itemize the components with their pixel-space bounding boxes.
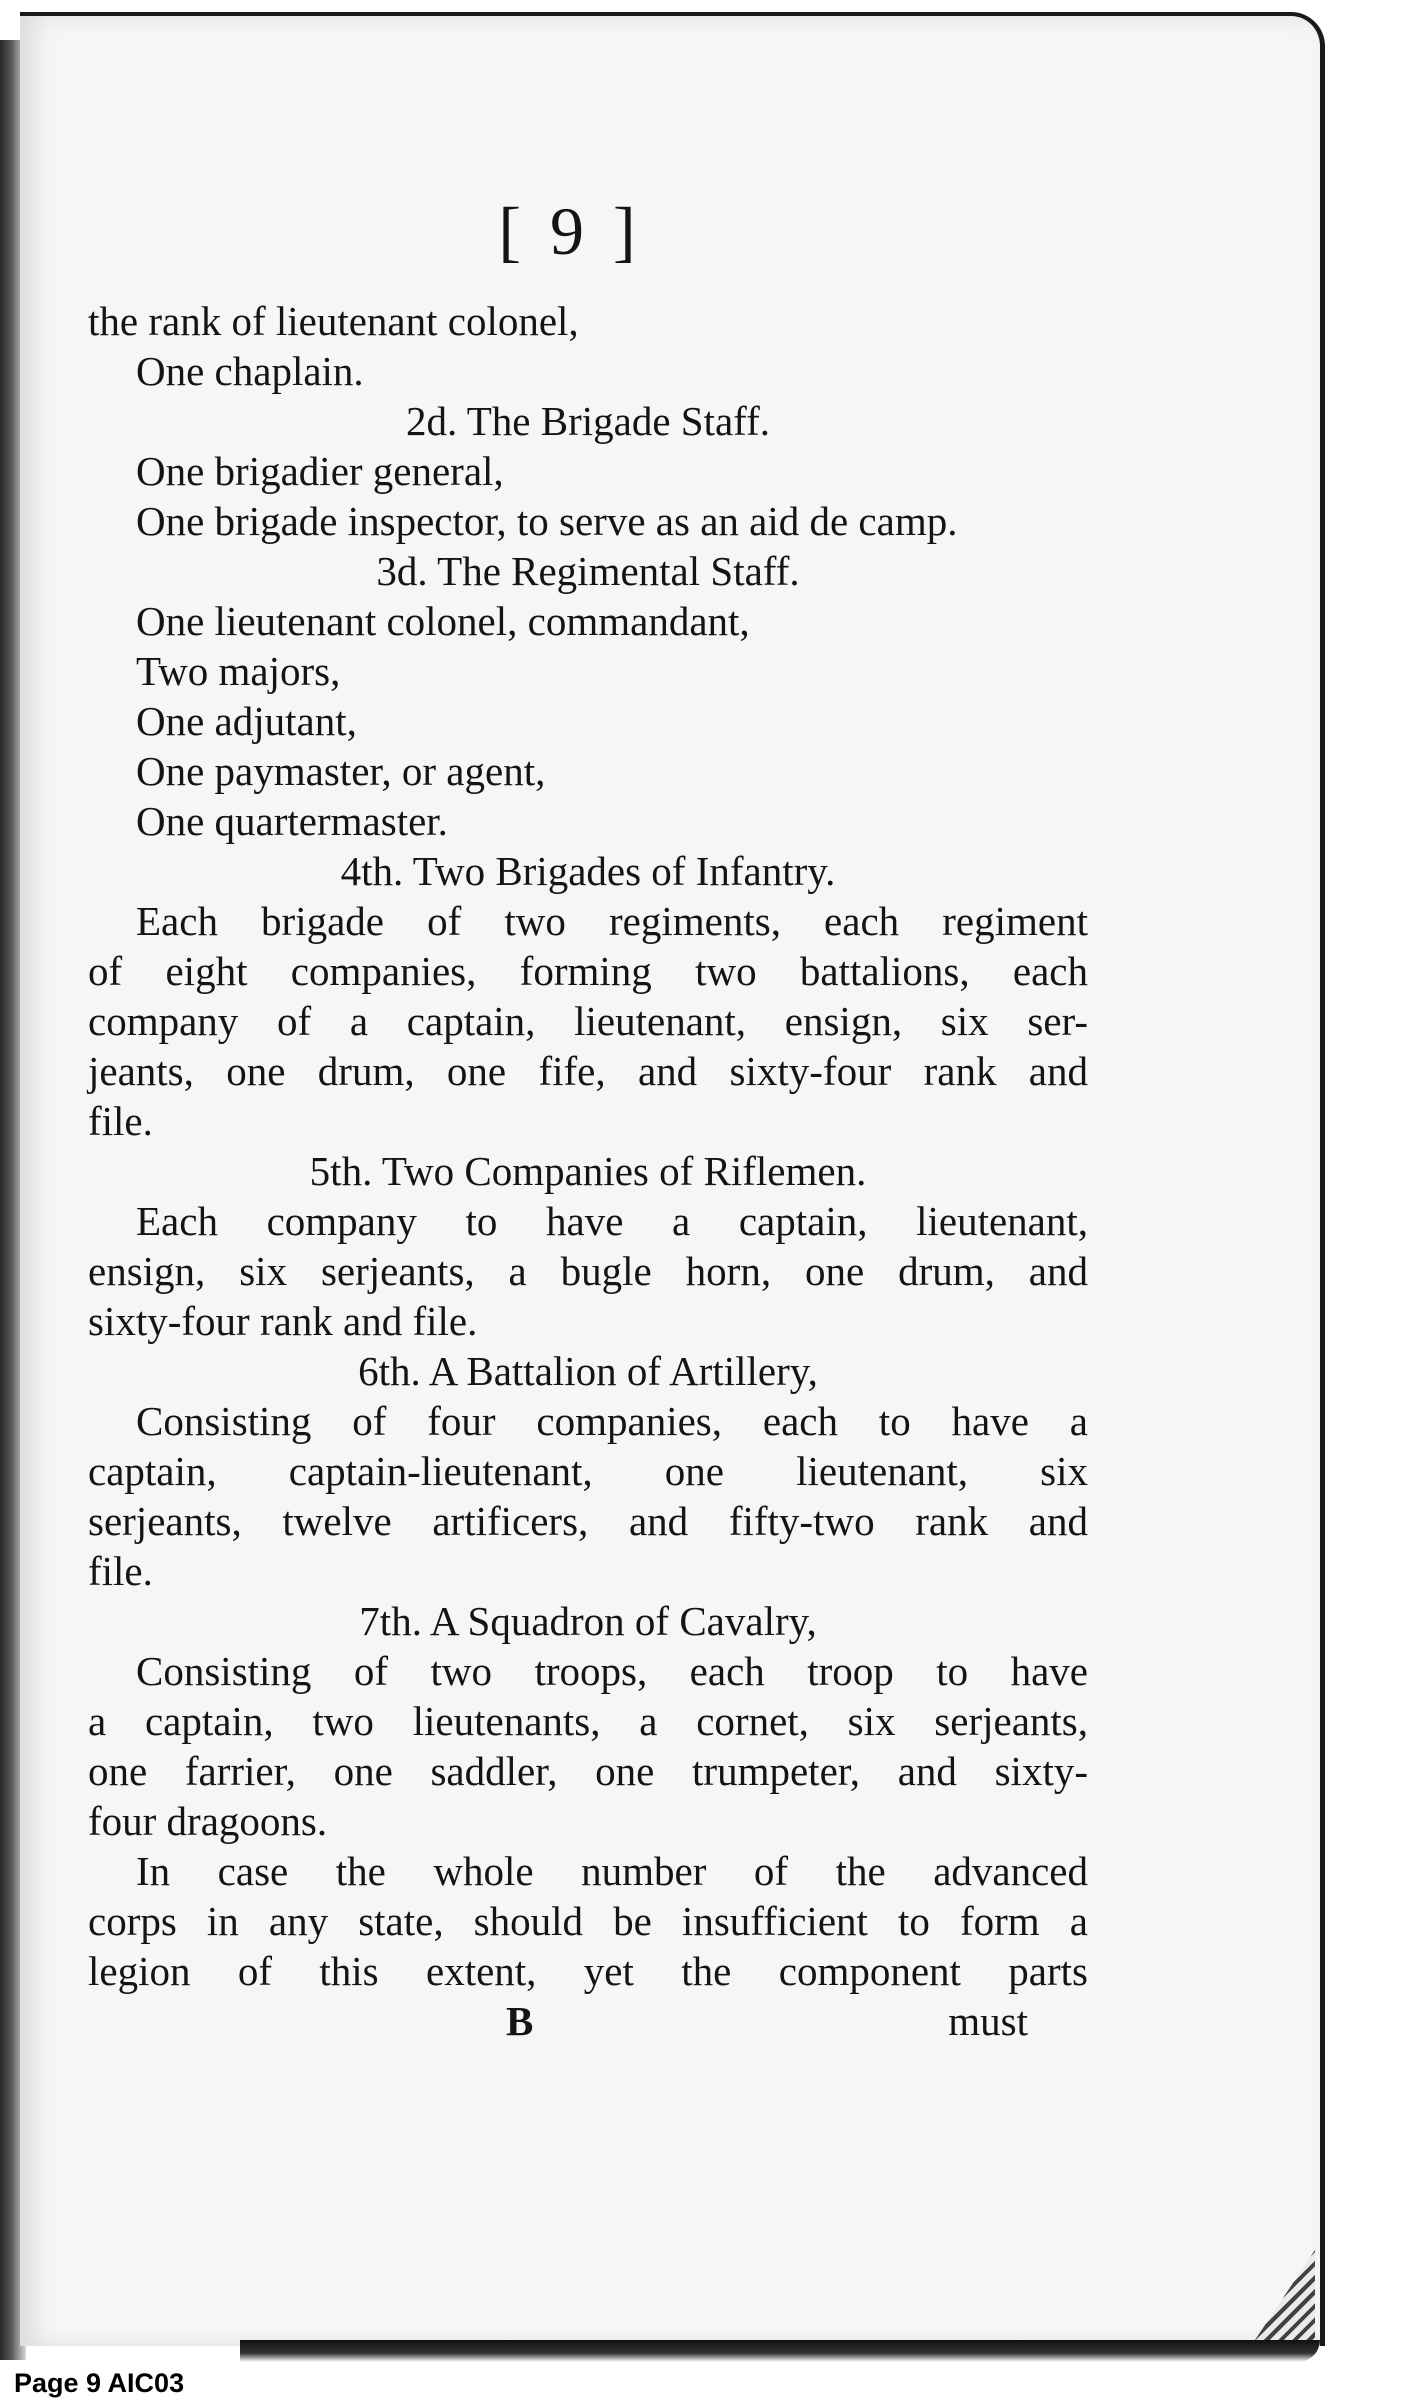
text-line: One lieutenant colonel, commandant, [136,598,750,644]
text-line: One chaplain. [136,348,364,394]
text-line: Each company to have a captain, lieutenant, [136,1198,1088,1244]
text-line: One brigadier general, [136,448,504,494]
page-number: [ 9 ] [498,193,642,269]
text-line: four dragoons. [88,1798,328,1844]
text-line: a captain, two lieutenants, a cornet, six serjeants, [88,1698,1088,1744]
section-heading: 3d. The Regimental Staff. [376,548,800,594]
text-line: legion of this extent, yet the component parts [88,1948,1088,1994]
text-line: the rank of lieutenant colonel, [88,298,579,344]
body-text [88,296,1088,2046]
text-line: One paymaster, or agent, [136,748,546,794]
text-line: Consisting of two troops, each troop to have [136,1648,1088,1694]
page-footer [88,1996,1088,2046]
section-heading: 6th. A Battalion of Artillery, [358,1348,818,1394]
text-line: ensign, six serjeants, a bugle horn, one drum, and [88,1248,1088,1294]
text-line: jeants, one drum, one fife, and sixty-four rank and [88,1048,1088,1094]
signature-mark: B [506,1998,534,2044]
text-line: serjeants, twelve artificers, and fifty-two rank and [88,1498,1088,1544]
page-caption: Page 9 AIC03 [8,2368,190,2399]
section-heading: 2d. The Brigade Staff. [406,398,770,444]
text-line: company of a captain, lieutenant, ensign, six ser- [88,998,1088,1044]
text-line: file. [88,1548,153,1594]
text-line: In case the whole number of the advanced [136,1848,1088,1894]
text-line: Consisting of four companies, each to have a [136,1398,1088,1444]
text-line: Each brigade of two regiments, each regiment [136,898,1088,944]
text-line: sixty-four rank and file. [88,1298,478,1344]
text-line: captain, captain-lieutenant, one lieutenant, six [88,1448,1088,1494]
text-line: One quartermaster. [136,798,448,844]
section-heading: 7th. A Squadron of Cavalry, [359,1598,817,1644]
text-line: corps in any state, should be insufficient to form a [88,1898,1088,1944]
text-line: One brigade inspector, to serve as an aid de camp. [136,498,958,544]
text-line: One adjutant, [136,698,357,744]
text-line: Two majors, [136,648,341,694]
text-line: one farrier, one saddler, one trumpeter, and sixty- [88,1748,1088,1794]
page-edge-shadow [240,2340,1320,2362]
section-heading: 4th. Two Brigades of Infantry. [340,848,836,894]
catchword: must [948,1998,1028,2044]
text-line: of eight companies, forming two battalions, each [88,948,1088,994]
text-line: file. [88,1098,153,1144]
section-heading: 5th. Two Companies of Riflemen. [309,1148,867,1194]
